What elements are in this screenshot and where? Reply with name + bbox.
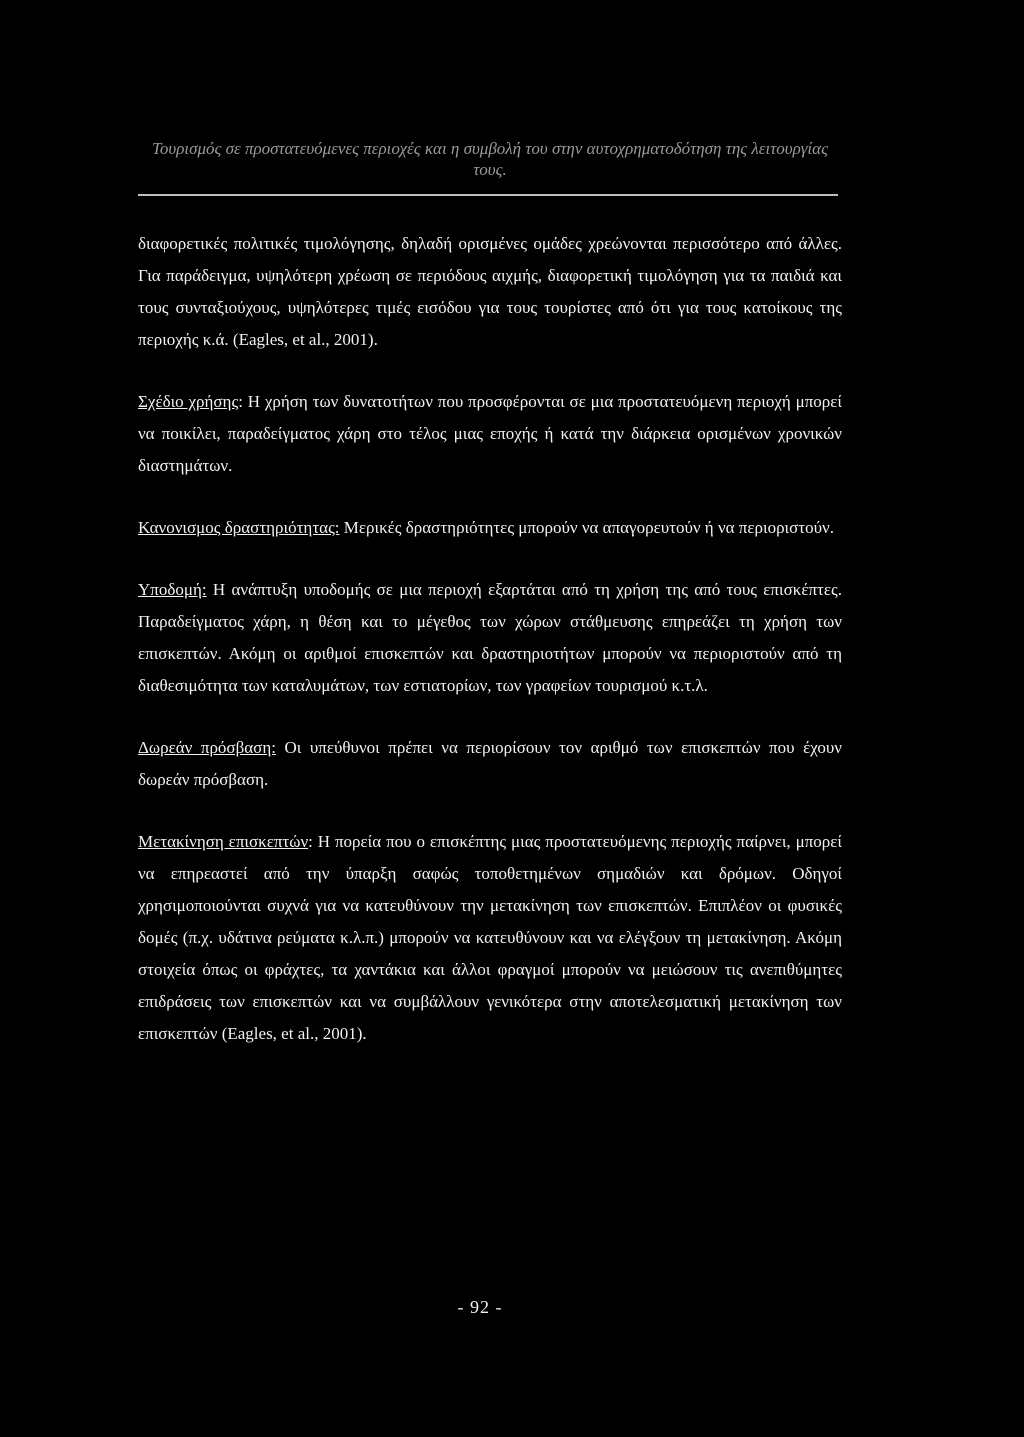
running-header: Τουρισμός σε προστατευόμενες περιοχές και η συμβολή του στην αυτοχρηματοδότηση της λειτουργίας τους. (152, 139, 828, 179)
paragraph-text: Οι υπεύθυνοι πρέπει να περιορίσουν τον αριθμό των επισκεπτών που έχουν δωρεάν πρόσβαση. (138, 738, 842, 789)
paragraph-text: Μερικές δραστηριότητες μπορούν να απαγορευτούν ή να περιοριστούν. (339, 518, 834, 537)
paragraph-text: : Η χρήση των δυνατοτήτων που προσφέρονται σε μια προστατευόμενη περιοχή μπορεί να ποικίλει, παραδείγματος χάρη στο τέλος μιας εποχής ή κατά την διάρκεια ορισμένων χρονικών διαστημάτων. (138, 392, 842, 475)
header-divider (138, 194, 838, 196)
paragraph-text: Η ανάπτυξη υποδομής σε μια περιοχή εξαρτάται από τη χρήση της από τους επισκέπτες. Παραδείγματος χάρη, η θέση και το μέγεθος των χώρων στάθμευσης επηρεάζει τη χρήση των επισκεπτών. Ακόμη οι αριθμοί επισκεπτών και δραστηριοτήτων μπορούν να περιοριστούν από τη διαθεσιμότητα των καταλυμάτων, των εστιατορίων, των γραφείων τουρισμού κ.τ.λ. (138, 580, 842, 695)
term-visitor-movement: Μετακίνηση επισκεπτών (138, 832, 309, 851)
paragraph-pricing (138, 228, 842, 356)
document-body (138, 228, 842, 1080)
paragraph-text: διαφορετικές πολιτικές τιμολόγησης, δηλαδή ορισμένες ομάδες χρεώνονται περισσότερο από άλλες. Για παράδειγμα, υψηλότερη χρέωση σε περιόδους αιχμής, διαφορετική τιμολόγηση για τα παιδιά και τους συνταξιούχους, υψηλότερες τιμές εισόδου για τους τουρίστες από ότι για τους κατοίκους της περιοχής κ.ά. (Eagles, et al., 2001). (138, 234, 842, 349)
term-free-access: Δωρεάν πρόσβαση: (138, 738, 276, 757)
paragraph-usage-plan (138, 386, 842, 482)
term-activity-regulation: Κανονισμος δραστηριότητας: (138, 518, 340, 537)
term-infrastructure: Υποδομή: (138, 580, 207, 599)
paragraph-visitor-movement (138, 826, 842, 1050)
paragraph-free-access (138, 732, 842, 796)
paragraph-infrastructure (138, 574, 842, 702)
term-usage-plan: Σχέδιο χρήσης (138, 392, 239, 411)
page-number: - 92 - (457, 1297, 503, 1317)
paragraph-activity-regulation (138, 512, 842, 544)
paragraph-text: : Η πορεία που ο επισκέπτης μιας προστατευόμενης περιοχής παίρνει, μπορεί να επηρεαστεί από την ύπαρξη σαφώς τοποθετημένων σημαδιών και δρόμων. Οδηγοί χρησιμοποιούνται συχνά για να κατευθύνουν την μετακίνηση των επισκεπτών. Επιπλέον οι φυσικές δομές (π.χ. υδάτινα ρεύματα κ.λ.π.) μπορούν να κατευθύνουν και να ελέγξουν τη μετακίνηση. Ακόμη στοιχεία όπως οι φράχτες, τα χαντάκια και άλλοι φραγμοί μπορούν να μειώσουν τις ανεπιθύμητες επιδράσεις των επισκεπτών και να συμβάλλουν γενικότερα στην αποτελεσματική μετακίνηση των επισκεπτών (Eagles, et al., 2001). (138, 832, 842, 1043)
